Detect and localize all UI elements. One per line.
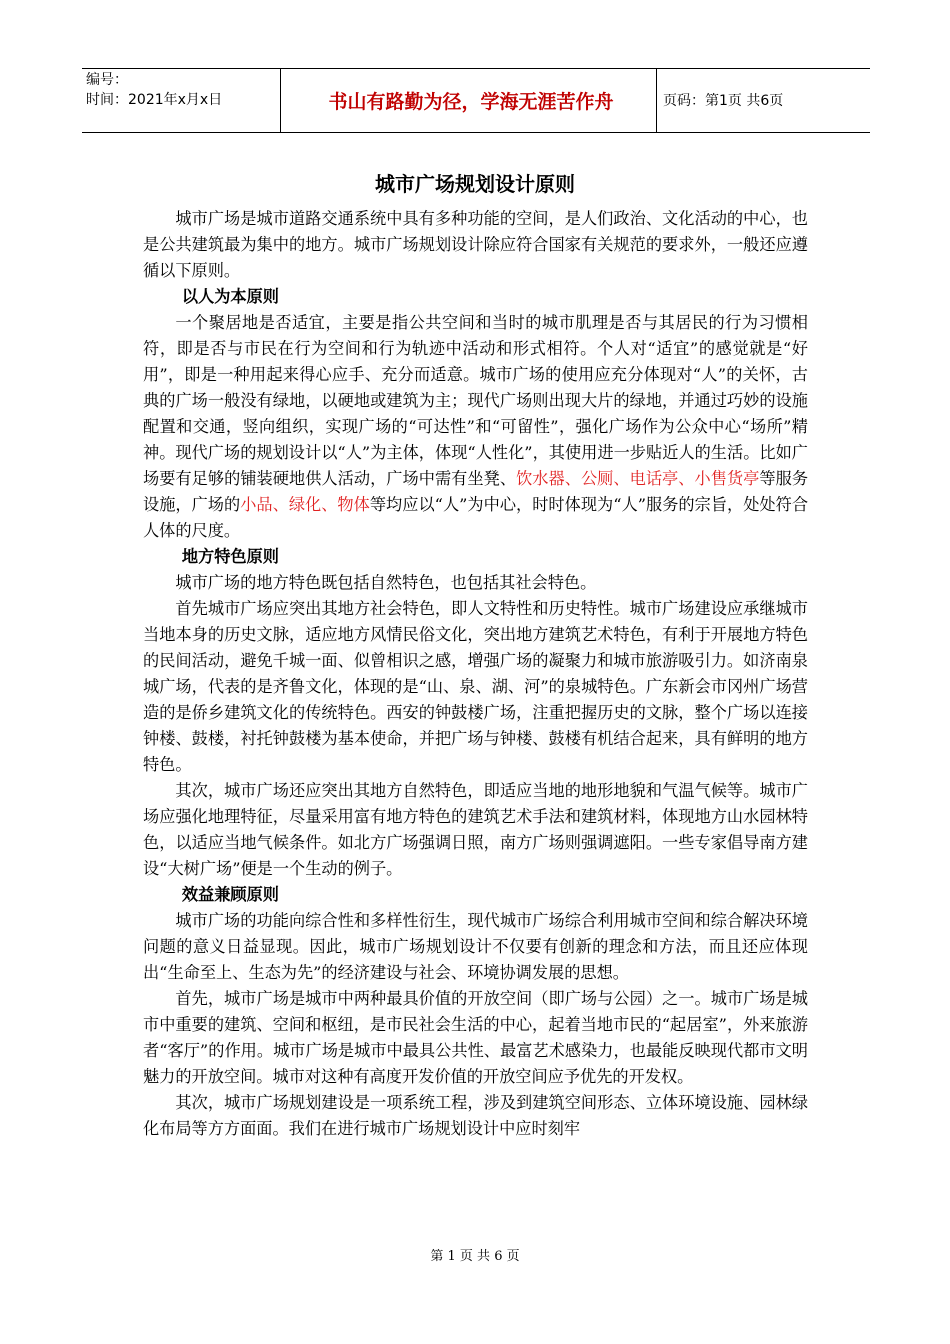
section-local-paragraph-2: 首先城市广场应突出其地方社会特色，即人文特性和历史特性。城市广场建设应承继城市当地本身的历史文脉，适应地方风情民俗文化，突出地方建筑艺术特色，有利于开展地方特色的民间活动，避免千城一面、似曾相识之感，增强广场的凝聚力和城市旅游吸引力。如济南泉城广场，代表的是齐鲁文化，体现的是“山、泉、湖、河”的泉城特色。广东新会市冈州广场营造的是侨乡建筑文化的传统特色。西安的钟鼓楼广场，注重把握历史的文脉，整个广场以连接钟楼、鼓楼，衬托钟鼓楼为基本使命，并把广场与钟楼、鼓楼有机结合起来，具有鲜明的地方特色。 xyxy=(143,599,808,774)
document-body xyxy=(143,206,808,1142)
header-page-label: 页码：第1页 共6页 xyxy=(663,93,784,109)
text-run: 等均应以“人”为中心，时时体现为“人”服务的宗旨，处处符合人体的尺度。 xyxy=(143,495,809,540)
section-local-paragraph-1: 城市广场的地方特色既包括自然特色，也包括其社会特色。 xyxy=(175,573,597,592)
section-heading-benefit: 效益兼顾原则 xyxy=(181,885,279,904)
section-heading-people: 以人为本原则 xyxy=(181,287,279,306)
header-top-rule xyxy=(82,68,870,69)
section-benefit-paragraph-1: 城市广场的功能向综合性和多样性衍生，现代城市广场综合利用城市空间和综合解决环境问题的意义日益显现。因此，城市广场规划设计不仅要有创新的理念和方法，而且还应体现出“生命至上、生态为先”的经济建设与社会、环境协调发展的思想。 xyxy=(143,911,808,982)
header-bottom-rule xyxy=(82,132,870,133)
header-divider-right xyxy=(656,68,657,132)
header-date-label: 时间：2021年x月x日 xyxy=(86,92,223,108)
header-motto: 书山有路勤为径，学海无涯苦作舟 xyxy=(328,91,614,113)
page-footer: 第 1 页 共 6 页 xyxy=(430,1249,520,1264)
section-local-paragraph-3: 其次，城市广场还应突出其地方自然特色，即适应当地的地形地貌和气温气候等。城市广场应强化地理特征，尽量采用富有地方特色的建筑艺术手法和建筑材料，体现地方山水园林特色，以适应当地气候条件。如北方广场强调日照，南方广场则强调遮阳。一些专家倡导南方建设“大树广场”便是一个生动的例子。 xyxy=(143,781,808,878)
section-benefit-paragraph-3: 其次，城市广场规划建设是一项系统工程，涉及到建筑空间形态、立体环境设施、园林绿化布局等方方面面。我们在进行城市广场规划设计中应时刻牢 xyxy=(143,1093,808,1138)
highlight-facilities: 饮水器、公厕、电话亭、小售货亭 xyxy=(516,469,760,488)
intro-paragraph: 城市广场是城市道路交通系统中具有多种功能的空间，是人们政治、文化活动的中心，也是公共建筑最为集中的地方。城市广场规划设计除应符合国家有关规范的要求外，一般还应遵循以下原则。 xyxy=(143,209,808,280)
section-people-paragraph xyxy=(143,310,808,544)
header-meta xyxy=(86,70,276,110)
highlight-landscape: 小品、绿化、物体 xyxy=(240,495,370,514)
text-run: 等服务设施，广场的 xyxy=(143,469,809,514)
header-number-label: 编号： xyxy=(86,72,128,88)
document-title: 城市广场规划设计原则 xyxy=(375,172,575,196)
section-heading-local: 地方特色原则 xyxy=(181,547,279,566)
section-benefit-paragraph-2: 首先，城市广场是城市中两种最具价值的开放空间（即广场与公园）之一。城市广场是城市中重要的建筑、空间和枢纽，是市民社会生活的中心，起着当地市民的“起居室”，外来旅游者“客厅”的作用。城市广场是城市中最具公共性、最富艺术感染力，也最能反映现代都市文明魅力的开放空间。城市对这种有高度开发价值的开放空间应予优先的开发权。 xyxy=(143,989,808,1086)
text-run: 一个聚居地是否适宜，主要是指公共空间和当时的城市肌理是否与其居民的行为习惯相符，即是否与市民在行为空间和行为轨迹中活动和形式相符。个人对“适宜”的感觉就是“好用”，即是一种用起来得心应手、充分而适意。城市广场的使用应充分体现对“人”的关怀，古典的广场一般没有绿地，以硬地或建筑为主；现代广场则出现大片的绿地，并通过巧妙的设施配置和交通，竖向组织，实现广场的“可达性”和“可留性”，强化广场作为公众中心“场所”精神。现代广场的规划设计以“人”为主体，体现“人性化”，其使用进一步贴近人的生活。比如广场要有足够的铺装硬地供人活动，广场中需有坐凳、 xyxy=(143,313,808,488)
header-divider-left xyxy=(280,68,281,132)
